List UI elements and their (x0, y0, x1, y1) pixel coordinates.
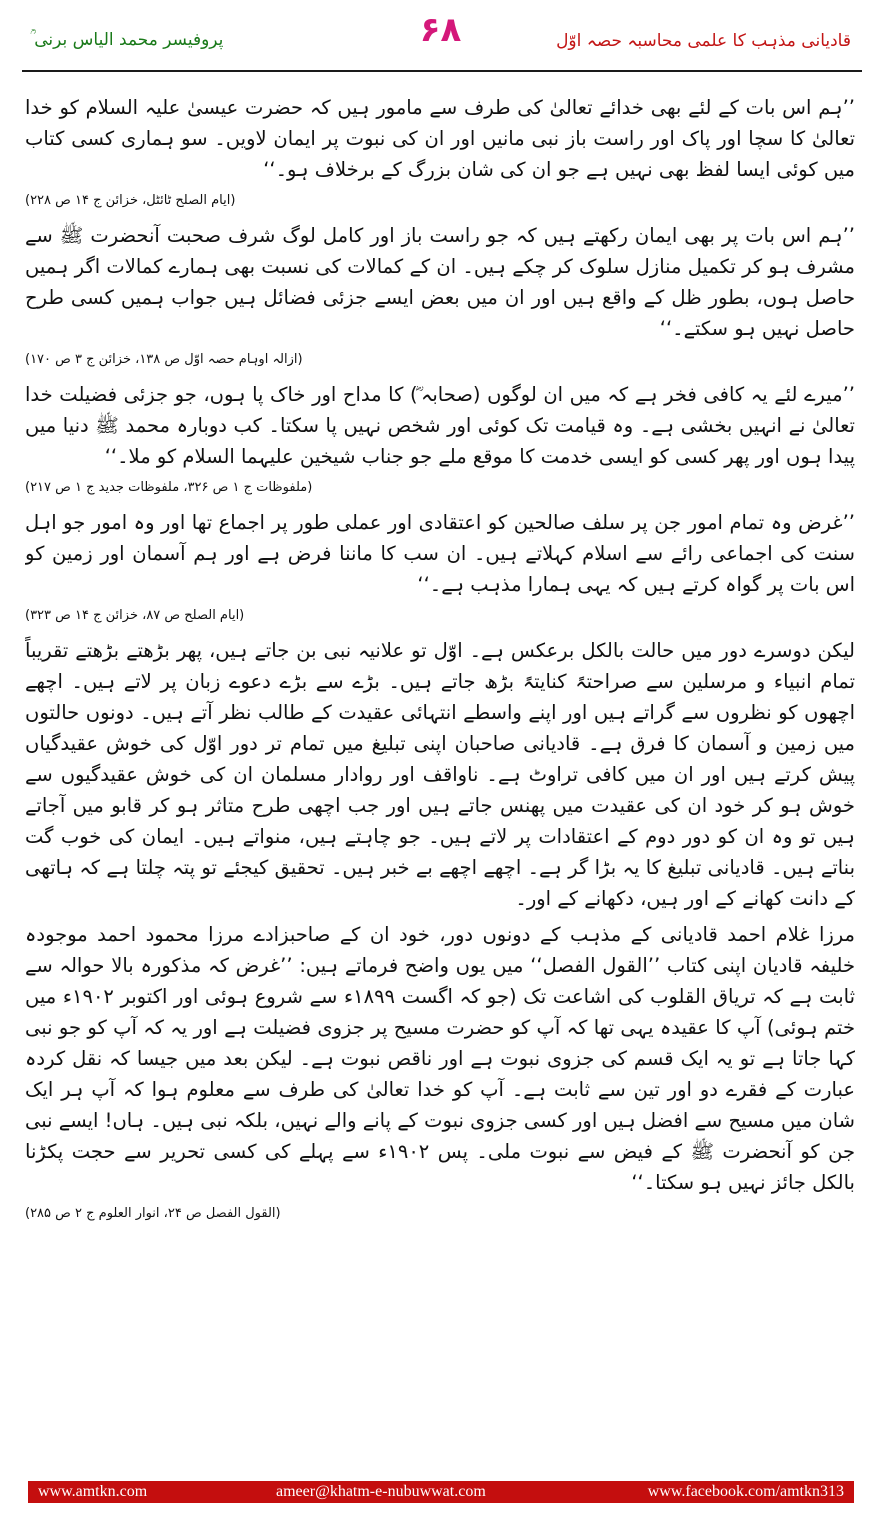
quote-paragraph: ’’ہم اس بات پر بھی ایمان رکھتے ہیں کہ جو راست باز اور کامل لوگ شرف صحبت آنحضرت ﷺ سے مشرف ہو کر تکمیل منازل سلوک کر چکے ہیں۔ ان کے کمالات کی نسبت بھی ہمارے کمالات اگر ہمیں حاصل ہوں، بطور ظل کے واقع ہیں اور ان میں بعض ایسے جزئی فضائل ہیں جواب ہمیں کسی طرح حاصل نہیں ہو سکتے۔‘‘ (25, 224, 855, 340)
page-number: ۶۸ (419, 10, 462, 50)
quote-paragraph: ’’ہم اس بات کے لئے بھی خدائے تعالیٰ کی طرف سے مامور ہیں کہ حضرت عیسیٰ علیہ السلام کو خدا تعالیٰ کا سچا اور پاک اور راست باز نبی مانیں اور ان کی نبوت پر ایمان لاویں۔ سو ہماری کسی کتاب میں کوئی ایسا لفظ بھی نہیں ہے جو ان کی شان بزرگ کے برخلاف ہو۔‘‘ (25, 96, 855, 181)
reference-citation: (ملفوظات ج ۱ ص ۳۲۶، ملفوظات جدید ج ۱ ص ۲۱۷) (25, 480, 313, 495)
email-link[interactable]: ameer@khatm-e-nubuwwat.com (276, 1483, 486, 1500)
reference-citation: (ایام الصلح ٹائٹل، خزائن ج ۱۴ ص ۲۲۸) (25, 193, 236, 208)
reference-citation: (القول الفصل ص ۲۴، انوار العلوم ج ۲ ص ۲۸۵) (25, 1206, 281, 1221)
website-link[interactable]: www.amtkn.com (38, 1483, 148, 1500)
quote-paragraph: ’’میرے لئے یہ کافی فخر ہے کہ میں ان لوگوں (صحابہ ؓ) کا مداح اور خاک پا ہوں، جو جزئی فضیلت خدا تعالیٰ نے انہیں بخشی ہے۔ وہ قیامت تک کوئی اور شخص نہیں پا سکتا۔ کب دوبارہ محمد ﷺ دنیا میں پیدا ہوں اور پھر کسی کو ایسی خدمت کا موقع ملے جو جناب شیخین علیہما السلام کو ملا۔‘‘ (25, 383, 855, 468)
header-divider (22, 70, 862, 72)
reference-citation: (ایام الصلح ص ۸۷، خزائن ج ۱۴ ص ۳۲۳) (25, 608, 245, 623)
body-paragraph: لیکن دوسرے دور میں حالت بالکل برعکس ہے۔ اوّل تو علانیہ نبی بن جاتے ہیں، پھر بڑھتے بڑھتے تقریباً تمام انبیاء و مرسلین سے صراحتہً کنایتہً بڑھ جاتے ہیں۔ بڑے سے بڑے دعوے زبان پر لاتے ہیں۔ اچھے اچھوں کو نظروں سے گراتے ہیں اور اپنے واسطے انتہائی عقیدت کے طالب نظر آتے ہیں۔ دونوں حالتوں میں زمین و آسمان کا فرق ہے۔ قادیانی صاحبان اپنی تبلیغ میں تمام تر دور اوّل کی خوش عقیدگیاں پیش کرتے ہیں اور ان میں کافی تراوٹ ہے۔ ناواقف اور روادار مسلمان ان کی خوش عقیدگیوں سے خوش ہو کر خود ان کی عقیدت میں پھنس جاتے ہیں اور جب اچھی طرح متاثر ہو کر قابو میں آجاتے ہیں تو وہ ان کو دور دوم کے اعتقادات پر لاتے ہیں۔ جو چاہتے ہیں، منواتے ہیں۔ ایمان کی خوب گت بناتے ہیں۔ قادیانی تبلیغ کا یہ بڑا گر ہے۔ اچھے اچھے بے خبر ہیں۔ تحقیق کیجئے تو پتہ چلتا ہے کہ ہاتھی کے دانت کھانے کے اور ہیں، دکھانے کے اور۔ (25, 639, 855, 910)
reference-citation: (ازالہ اوہام حصہ اوّل ص ۱۳۸، خزائن ج ۳ ص ۱۷۰) (25, 352, 303, 367)
page-body (25, 92, 855, 1470)
book-title: قادیانی مذہب کا علمی محاسبہ حصہ اوّل (556, 31, 851, 51)
page-header (0, 0, 881, 72)
author-name: پروفیسر محمد الیاس برنی ؒ (30, 30, 224, 50)
facebook-link[interactable]: www.facebook.com/amtkn313 (647, 1483, 844, 1500)
quote-paragraph: ’’غرض وہ تمام امور جن پر سلف صالحین کو اعتقادی اور عملی طور پر اجماع تھا اور وہ امور جو اہل سنت کی اجماعی رائے سے اسلام کہلاتے ہیں۔ ان سب کا ماننا فرض ہے اور ہم آسمان اور زمین کو اس بات پر گواہ کرتے ہیں کہ یہی ہمارا مذہب ہے۔‘‘ (25, 511, 855, 596)
page-footer (28, 1481, 854, 1503)
body-paragraph: مرزا غلام احمد قادیانی کے مذہب کے دونوں دور، خود ان کے صاحبزادے مرزا محمود احمد موجودہ خلیفہ قادیان اپنی کتاب ’’القول الفصل‘‘ میں یوں واضح فرماتے ہیں: ’’غرض کہ مذکورہ بالا حوالہ سے ثابت ہے کہ تریاق القلوب کی اشاعت تک (جو کہ اگست ۱۸۹۹ء سے شروع ہوئی اور اکتوبر ۱۹۰۲ء میں ختم ہوئی) آپ کا عقیدہ یہی تھا کہ آپ کو حضرت مسیح پر جزوی فضیلت ہے اور یہ کہ آپ کو جو نبی کہا جاتا ہے تو یہ ایک قسم کی جزوی نبوت ہے اور ناقص نبوت ہے۔ لیکن بعد میں جیسا کہ نقل کردہ عبارت کے فقرے دو اور تین سے ثابت ہے۔ آپ کو خدا تعالیٰ کی طرف سے معلوم ہوا کہ آپ ہر ایک شان میں مسیح سے افضل ہیں اور کسی جزوی نبوت کے پانے والے نہیں، بلکہ نبی ہیں۔ ہاں! ایسے نبی جن کو آنحضرت ﷺ کے فیض سے نبوت ملی۔ پس ۱۹۰۲ء سے پہلے کی کسی تحریر سے حجت پکڑنا بالکل جائز نہیں ہو سکتا۔‘‘ (25, 923, 855, 1194)
